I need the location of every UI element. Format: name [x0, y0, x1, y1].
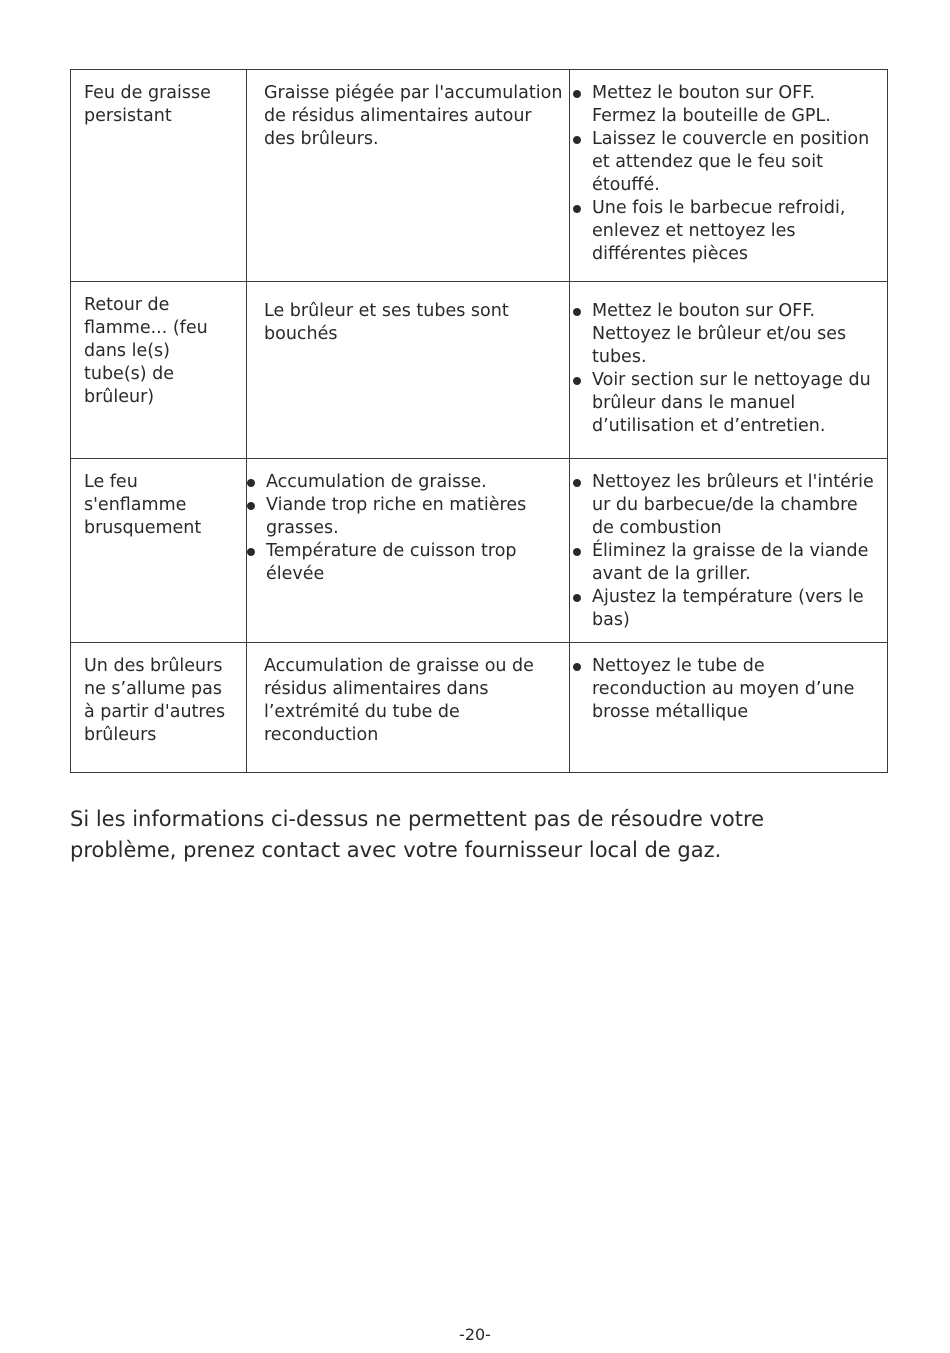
- page-number: -20-: [459, 1325, 491, 1344]
- solution-list: [570, 300, 881, 438]
- table-row: [71, 282, 888, 459]
- problem-cell: [71, 70, 247, 282]
- table-row: [71, 459, 888, 643]
- footer-note: Si les informations ci-dessus ne permettent pas de résoudre votre problème, prenez contact avec votre fournisseur local de gaz.: [70, 807, 765, 862]
- troubleshooting-table: [70, 69, 888, 773]
- problem-cell: [71, 459, 247, 643]
- problem-cell: [71, 643, 247, 773]
- problem-text: Le feu s'enflamme brusquement: [84, 472, 202, 538]
- solution-list: [570, 655, 881, 724]
- list-item: Laissez le couvercle en position et attendez que le feu soit étouffé.: [570, 128, 881, 197]
- list-item: Mettez le bouton sur OFF. Nettoyez le brûleur et/ou ses tubes.: [570, 300, 881, 369]
- problem-cell: [71, 282, 247, 459]
- solution-cell: [570, 459, 888, 643]
- solution-cell: [570, 282, 888, 459]
- solution-cell: [570, 70, 888, 282]
- list-item: Mettez le bouton sur OFF. Fermez la bouteille de GPL.: [570, 82, 881, 128]
- cause-cell: [247, 70, 570, 282]
- cause-cell: [247, 459, 570, 643]
- problem-text: Un des brûleurs ne s’allume pas à partir d'autres brûleurs: [84, 656, 226, 745]
- cause-text: Accumulation de graisse ou de résidus alimentaires dans l’extrémité du tube de reconduction: [264, 656, 534, 745]
- solution-list: [570, 471, 881, 632]
- list-item: Éliminez la graisse de la viande avant de la griller.: [570, 540, 881, 586]
- list-item: Accumulation de graisse.: [244, 471, 563, 494]
- table-row: [71, 643, 888, 773]
- list-item: Viande trop riche en matières grasses.: [244, 494, 563, 540]
- cause-cell: [247, 282, 570, 459]
- list-item: Nettoyez le tube de reconduction au moyen d’une brosse métallique: [570, 655, 881, 724]
- list-item: Voir section sur le nettoyage du brûleur dans le manuel d’utilisation et d’entretien.: [570, 369, 881, 438]
- solution-cell: [570, 643, 888, 773]
- cause-text: Le brûleur et ses tubes sont bouchés: [264, 301, 509, 344]
- problem-text: Feu de graisse persistant: [84, 83, 211, 126]
- list-item: Température de cuisson trop élevée: [244, 540, 563, 586]
- list-item: Une fois le barbecue refroidi, enlevez et nettoyez les différentes pièces: [570, 197, 881, 266]
- cause-cell: [247, 643, 570, 773]
- list-item: Nettoyez les brûleurs et l'intérie ur du barbecue/de la chambre de combustion: [570, 471, 881, 540]
- solution-list: [570, 82, 881, 266]
- cause-list: [244, 471, 563, 586]
- list-item: Ajustez la température (vers le bas): [570, 586, 881, 632]
- table-row: [71, 70, 888, 282]
- problem-text: Retour de flamme... (feu dans le(s) tube(s) de brûleur): [84, 295, 208, 407]
- cause-text: Graisse piégée par l'accumulation de résidus alimentaires autour des brûleurs.: [264, 83, 563, 149]
